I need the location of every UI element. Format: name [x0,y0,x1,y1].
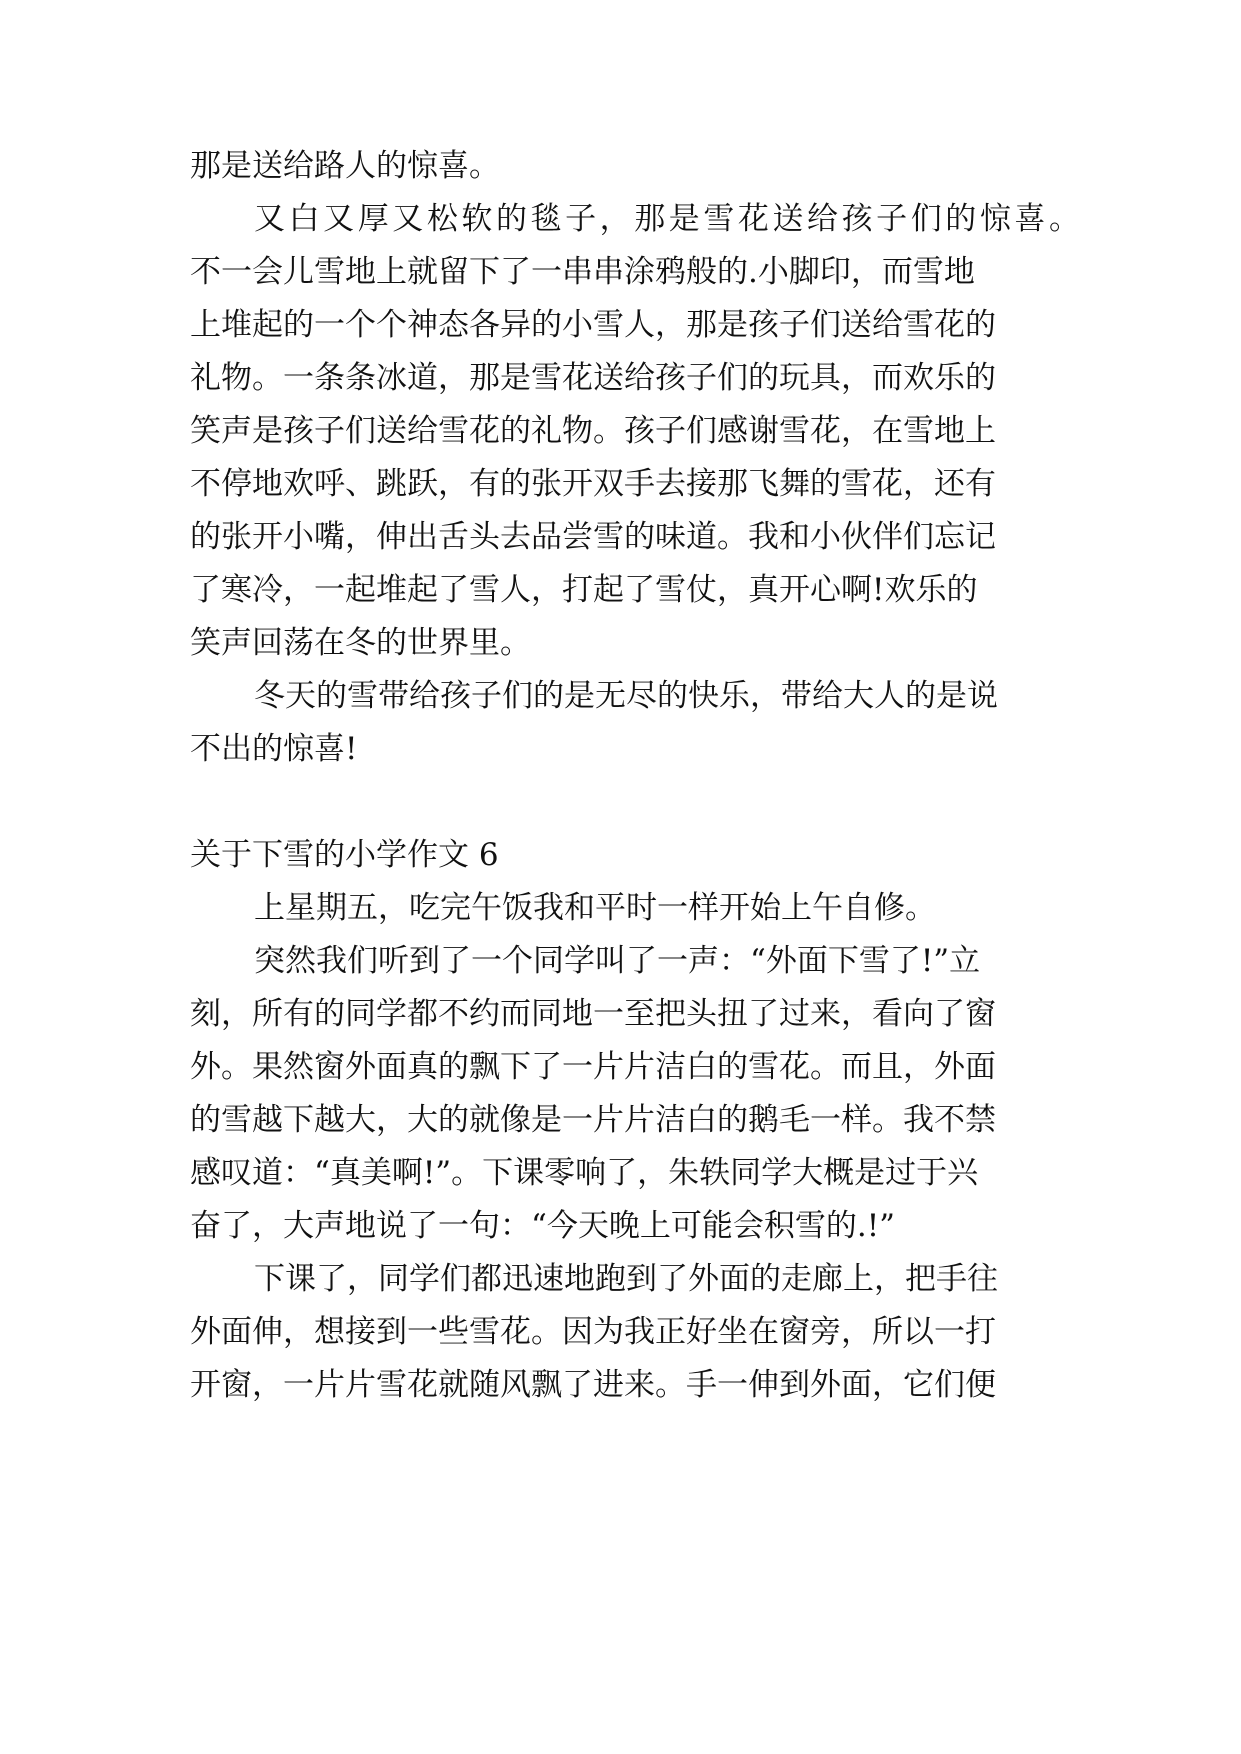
text-line: 了寒冷，一起堆起了雪人，打起了雪仗，真开心啊!欢乐的 [190,572,978,608]
text-line: 外。果然窗外面真的飘下了一片片洁白的雪花。而且，外面 [190,1049,996,1085]
text-line: 奋了，大声地说了一句：“今天晚上可能会积雪的.!” [190,1208,896,1244]
text-line: 上堆起的一个个神态各异的小雪人，那是孩子们送给雪花的 [190,307,996,343]
text-line: 笑声是孩子们送给雪花的礼物。孩子们感谢雪花，在雪地上 [190,413,996,449]
text-line: 那是送给路人的惊喜。 [190,148,500,184]
text-line: 上星期五，吃完午饭我和平时一样开始上午自修。 [254,890,936,926]
text-line: 的雪越下越大，大的就像是一片片洁白的鹅毛一样。我不禁 [190,1102,996,1138]
text-line: 下课了，同学们都迅速地跑到了外面的走廊上，把手往 [254,1261,998,1297]
text-line: 外面伸，想接到一些雪花。因为我正好坐在窗旁，所以一打 [190,1314,996,1350]
text-line: 礼物。一条条冰道，那是雪花送给孩子们的玩具，而欢乐的 [190,360,996,396]
text-line: 不一会儿雪地上就留下了一串串涂鸦般的.小脚印，而雪地 [190,254,975,290]
text-line: 的张开小嘴，伸出舌头去品尝雪的味道。我和小伙伴们忘记 [190,519,996,555]
text-line: 不出的惊喜! [190,731,358,767]
text-line: 突然我们听到了一个同学叫了一声：“外面下雪了!”立 [254,943,981,979]
text-line: 又白又厚又松软的毯子，那是雪花送给孩子们的惊喜。 [254,201,1080,237]
text-line: 笑声回荡在冬的世界里。 [190,625,531,661]
text-line: 感叹道：“真美啊!”。下课零响了，朱轶同学大概是过于兴 [190,1155,979,1191]
text-line: 不停地欢呼、跳跃，有的张开双手去接那飞舞的雪花，还有 [190,466,996,502]
text-line: 开窗，一片片雪花就随风飘了进来。手一伸到外面，它们便 [190,1367,996,1403]
text-line: 冬天的雪带给孩子们的是无尽的快乐，带给大人的是说 [254,678,998,714]
text-line: 刻，所有的同学都不约而同地一至把头扭了过来，看向了窗 [190,996,996,1032]
section-heading: 关于下雪的小学作文 6 [190,837,499,873]
